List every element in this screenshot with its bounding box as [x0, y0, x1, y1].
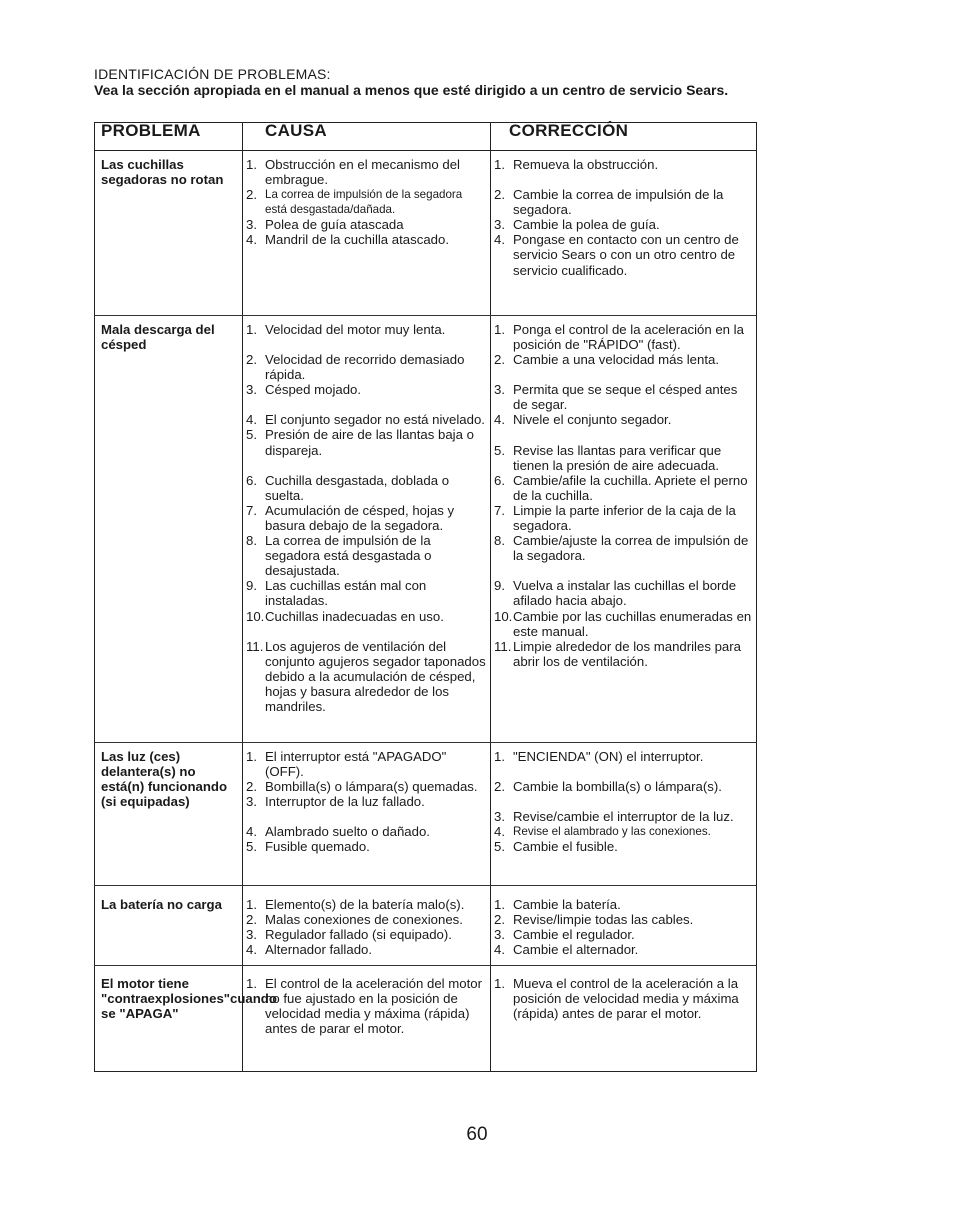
table-row: [95, 316, 757, 743]
list-item: 8. La correa de impulsión de la segadora está desgastada o desajustada.: [246, 533, 432, 579]
list-item: 2. Velocidad de recorrido demasiado rápida.: [246, 352, 465, 383]
list-item: 6. Cuchilla desgastada, doblada o suelta.: [246, 472, 450, 503]
list-item: 2. Bombilla(s) o lámpara(s) quemadas.: [246, 779, 478, 795]
list-item: 6. Cambie/afile la cuchilla. Apriete el perno de la cuchilla.: [494, 472, 748, 503]
fix-cell: [491, 151, 757, 316]
list-item: 4. Alternador fallado.: [246, 942, 373, 958]
header-problema: PROBLEMA: [95, 123, 243, 151]
list-item: 7. Acumulación de césped, hojas y basura debajo de la segadora.: [246, 502, 455, 533]
intro: [94, 66, 774, 98]
list-item: 1. "ENCIENDA" (ON) el interruptor.: [494, 749, 704, 764]
list-item: 3. Cambie la polea de guía.: [494, 217, 660, 233]
list-item: 4. Pongase en contacto con un centro de servicio Sears o con un otro centro de servicio cualificado.: [494, 232, 739, 278]
list-item: 4. Mandril de la cuchilla atascado.: [246, 232, 449, 248]
list-item: 2. Malas conexiones de conexiones.: [246, 912, 463, 928]
list-item: 3. Permita que se seque el césped antes de segar.: [494, 382, 738, 413]
list-item: 4. Alambrado suelto o dañado.: [246, 824, 430, 840]
list-item: 11. Limpie alrededor de los mandriles para abrir los de ventilación.: [494, 638, 741, 669]
header-correccion: CORRECCIÓN: [491, 123, 757, 151]
list-item: 2. Cambie la bombilla(s) o lámpara(s).: [494, 779, 722, 795]
troubleshooting-table: [94, 122, 757, 1072]
header-causa: CAUSA: [243, 123, 491, 151]
list-item: 5. Revise las llantas para verificar que tienen la presión de aire adecuada.: [494, 442, 722, 473]
list-item: 3. Revise/cambie el interruptor de la luz.: [494, 809, 734, 825]
list-item: 9. Las cuchillas están mal con instaladas.: [246, 578, 427, 609]
list-item: 2. La correa de impulsión de la segadora está desgastada/dañada.: [246, 187, 463, 217]
list-item: 2. Cambie a una velocidad más lenta.: [494, 352, 719, 368]
table-row: [95, 886, 757, 966]
list-item: 5. Presión de aire de las llantas baja o dispareja.: [246, 427, 474, 458]
list-item: 1. Ponga el control de la aceleración en la posición de "RÁPIDO" (fast).: [494, 322, 744, 353]
list-item: 4. Cambie el alternador.: [494, 942, 639, 958]
page-number: 60: [466, 1124, 488, 1145]
list-item: 1. Velocidad del motor muy lenta.: [246, 322, 446, 337]
list-item: 1. El control de la aceleración del motor no fue ajustado en la posición de velocidad media y máxima (rápida) antes de parar el motor.: [246, 976, 482, 1037]
cause-cell: [243, 966, 491, 1072]
table-row: [95, 743, 757, 886]
table-row: [95, 966, 757, 1072]
problem-cell: El motor tiene "contraexplosiones"cuando se "APAGA": [95, 966, 243, 1072]
list-item: 2. Cambie la correa de impulsión de la segadora.: [494, 187, 724, 218]
cause-cell: [243, 151, 491, 316]
list-item: 11. Los agujeros de ventilación del conjunto agujeros segador taponados debido a la acumulación de césped, hojas y basura alrededor de los mandriles.: [246, 638, 486, 714]
list-item: 3. Interruptor de la luz fallado.: [246, 794, 425, 810]
list-item: 4. El conjunto segador no está nivelado.: [246, 412, 485, 428]
fix-cell: [491, 886, 757, 966]
fix-cell: [491, 966, 757, 1072]
fix-cell: [491, 743, 757, 886]
cause-cell: [243, 886, 491, 966]
list-item: 2. Revise/limpie todas las cables.: [494, 912, 694, 928]
list-item: 1. El interruptor está "APAGADO" (OFF).: [246, 749, 447, 780]
list-item: 1. Elemento(s) de la batería malo(s).: [246, 897, 465, 912]
list-item: 9. Vuelva a instalar las cuchillas el borde afilado hacia abajo.: [494, 578, 737, 609]
list-item: 8. Cambie/ajuste la correa de impulsión de la segadora.: [494, 533, 749, 564]
list-item: 1. Obstrucción en el mecanismo del embrague.: [246, 157, 460, 188]
section-title: IDENTIFICACIÓN DE PROBLEMAS:: [94, 66, 331, 82]
table-row: [95, 151, 757, 316]
list-item: 3. Polea de guía atascada: [246, 217, 404, 233]
list-item: 1. Cambie la batería.: [494, 897, 621, 912]
problem-cell: Las luz (ces) delantera(s) no está(n) funcionando (si equipadas): [95, 743, 243, 886]
list-item: 1. Remueva la obstrucción.: [494, 157, 659, 172]
fix-cell: [491, 316, 757, 743]
problem-cell: Las cuchillas segadoras no rotan: [95, 151, 243, 316]
section-instruction: Vea la sección apropiada en el manual a menos que esté dirigido a un centro de servicio Sears.: [94, 82, 729, 98]
problem-cell: Mala descarga del césped: [95, 316, 243, 743]
list-item: 4. Revise el alambrado y las conexiones.: [494, 824, 711, 840]
list-item: 3. Cambie el regulador.: [494, 927, 635, 943]
list-item: 10. Cuchillas inadecuadas en uso.: [246, 608, 444, 624]
problem-cell: La batería no carga: [95, 886, 243, 966]
cause-cell: [243, 316, 491, 743]
list-item: 7. Limpie la parte inferior de la caja de la segadora.: [494, 502, 736, 534]
list-item: 4. Nivele el conjunto segador.: [494, 412, 672, 428]
list-item: 10. Cambie por las cuchillas enumeradas en este manual.: [494, 608, 752, 639]
list-item: 5. Fusible quemado.: [246, 839, 370, 855]
list-item: 3. Regulador fallado (si equipado).: [246, 927, 452, 943]
cause-cell: [243, 743, 491, 886]
list-item: 3. Césped mojado.: [246, 382, 362, 398]
list-item: 5. Cambie el fusible.: [494, 839, 618, 855]
list-item: 1. Mueva el control de la aceleración a la posición de velocidad media y máxima (rápida) antes de parar el motor.: [494, 976, 739, 1022]
